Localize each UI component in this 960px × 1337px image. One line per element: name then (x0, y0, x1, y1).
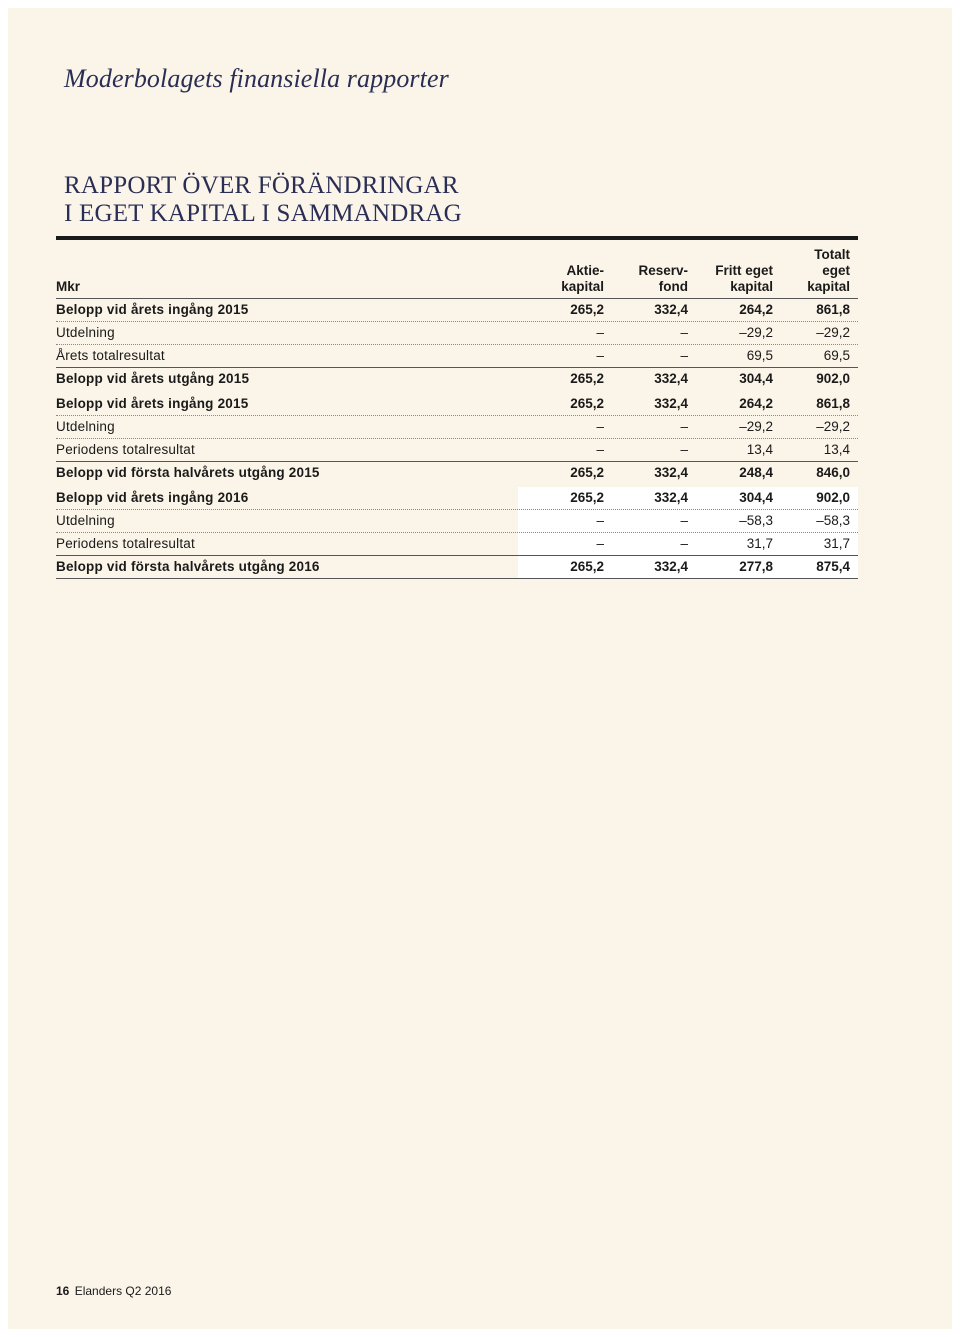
page (8, 8, 952, 1329)
row-label: Utdelning (56, 325, 115, 340)
cell-totalt-eget-kapital: 846,0 (816, 465, 850, 480)
cell-totalt-eget-kapital: –29,2 (816, 419, 850, 434)
table-row (56, 345, 858, 368)
cell-reservfond: 332,4 (654, 396, 688, 411)
row-label: Årets totalresultat (56, 348, 165, 363)
cell-aktiekapital: – (596, 536, 604, 551)
row-label: Periodens totalresultat (56, 442, 195, 457)
cell-reservfond: – (680, 513, 688, 528)
cell-reservfond: 332,4 (654, 371, 688, 386)
table-header (56, 240, 858, 299)
cell-aktiekapital: 265,2 (570, 396, 604, 411)
cell-totalt-eget-kapital: –58,3 (816, 513, 850, 528)
cell-totalt-eget-kapital: 902,0 (816, 490, 850, 505)
header-fritt-eget-kapital-line-1: Fritt eget (715, 263, 773, 278)
cell-aktiekapital: – (596, 442, 604, 457)
row-label: Periodens totalresultat (56, 536, 195, 551)
report-title (64, 172, 462, 228)
header-aktiekapital (524, 263, 604, 295)
header-reservfond-line-1: Reserv- (638, 263, 688, 278)
cell-fritt-eget-kapital: 264,2 (739, 396, 773, 411)
section-title: Moderbolagets finansiella rapporter (64, 64, 449, 93)
row-label: Belopp vid årets utgång 2015 (56, 371, 250, 386)
header-aktiekapital-line-1: Aktie- (566, 263, 604, 278)
table-row (56, 439, 858, 462)
cell-aktiekapital: – (596, 325, 604, 340)
cell-aktiekapital: – (596, 348, 604, 363)
table-row (56, 556, 858, 579)
header-totalt-eget-kapital-line-2: eget (822, 263, 850, 278)
cell-aktiekapital: 265,2 (570, 371, 604, 386)
row-label: Belopp vid första halvårets utgång 2015 (56, 465, 320, 480)
cell-fritt-eget-kapital: –29,2 (739, 419, 773, 434)
row-label: Utdelning (56, 419, 115, 434)
cell-fritt-eget-kapital: 31,7 (746, 536, 773, 551)
cell-totalt-eget-kapital: 31,7 (823, 536, 850, 551)
cell-reservfond: – (680, 348, 688, 363)
header-totalt-eget-kapital-line-3: kapital (807, 279, 850, 294)
header-fritt-eget-kapital (693, 263, 773, 295)
cell-totalt-eget-kapital: 13,4 (823, 442, 850, 457)
row-label: Belopp vid första halvårets utgång 2016 (56, 559, 320, 574)
cell-fritt-eget-kapital: –58,3 (739, 513, 773, 528)
header-reservfond-line-2: fond (658, 279, 688, 294)
publication-name: Elanders Q2 2016 (74, 1284, 172, 1298)
table-row (56, 462, 858, 484)
table-row (56, 368, 858, 390)
table-row (56, 487, 858, 510)
cell-aktiekapital: 265,2 (570, 465, 604, 480)
header-fritt-eget-kapital-line-2: kapital (730, 279, 773, 294)
cell-reservfond: 332,4 (654, 559, 688, 574)
header-aktiekapital-line-2: kapital (561, 279, 604, 294)
report-title-line-2: I EGET KAPITAL I SAMMANDRAG (64, 200, 462, 227)
cell-fritt-eget-kapital: 304,4 (739, 490, 773, 505)
cell-totalt-eget-kapital: 69,5 (823, 348, 850, 363)
cell-fritt-eget-kapital: 264,2 (739, 302, 773, 317)
table-row (56, 533, 858, 556)
cell-reservfond: 332,4 (654, 302, 688, 317)
table-row (56, 322, 858, 345)
cell-fritt-eget-kapital: 13,4 (746, 442, 773, 457)
cell-fritt-eget-kapital: 248,4 (739, 465, 773, 480)
row-label: Belopp vid årets ingång 2016 (56, 490, 249, 505)
cell-totalt-eget-kapital: 875,4 (816, 559, 850, 574)
table-row (56, 510, 858, 533)
page-footer (56, 1284, 171, 1298)
cell-fritt-eget-kapital: 277,8 (739, 559, 773, 574)
equity-changes-table (56, 236, 858, 579)
cell-aktiekapital: 265,2 (570, 559, 604, 574)
row-label: Belopp vid årets ingång 2015 (56, 302, 249, 317)
cell-aktiekapital: 265,2 (570, 302, 604, 317)
cell-aktiekapital: 265,2 (570, 490, 604, 505)
cell-fritt-eget-kapital: –29,2 (739, 325, 773, 340)
header-totalt-eget-kapital (770, 247, 850, 295)
cell-reservfond: – (680, 419, 688, 434)
cell-totalt-eget-kapital: 861,8 (816, 396, 850, 411)
table-row (56, 299, 858, 322)
report-title-line-1: RAPPORT ÖVER FÖRÄNDRINGAR (64, 172, 459, 199)
row-label: Belopp vid årets ingång 2015 (56, 396, 249, 411)
cell-totalt-eget-kapital: 861,8 (816, 302, 850, 317)
cell-totalt-eget-kapital: –29,2 (816, 325, 850, 340)
header-totalt-eget-kapital-line-1: Totalt (814, 247, 850, 262)
cell-totalt-eget-kapital: 902,0 (816, 371, 850, 386)
table-row (56, 393, 858, 416)
cell-fritt-eget-kapital: 304,4 (739, 371, 773, 386)
cell-reservfond: – (680, 442, 688, 457)
cell-aktiekapital: – (596, 419, 604, 434)
table-row (56, 416, 858, 439)
cell-reservfond: – (680, 536, 688, 551)
cell-aktiekapital: – (596, 513, 604, 528)
cell-reservfond: 332,4 (654, 465, 688, 480)
cell-fritt-eget-kapital: 69,5 (746, 348, 773, 363)
cell-reservfond: – (680, 325, 688, 340)
header-reservfond (608, 263, 688, 295)
header-mkr: Mkr (56, 279, 81, 294)
page-number: 16 (56, 1284, 70, 1298)
cell-reservfond: 332,4 (654, 490, 688, 505)
row-label: Utdelning (56, 513, 115, 528)
